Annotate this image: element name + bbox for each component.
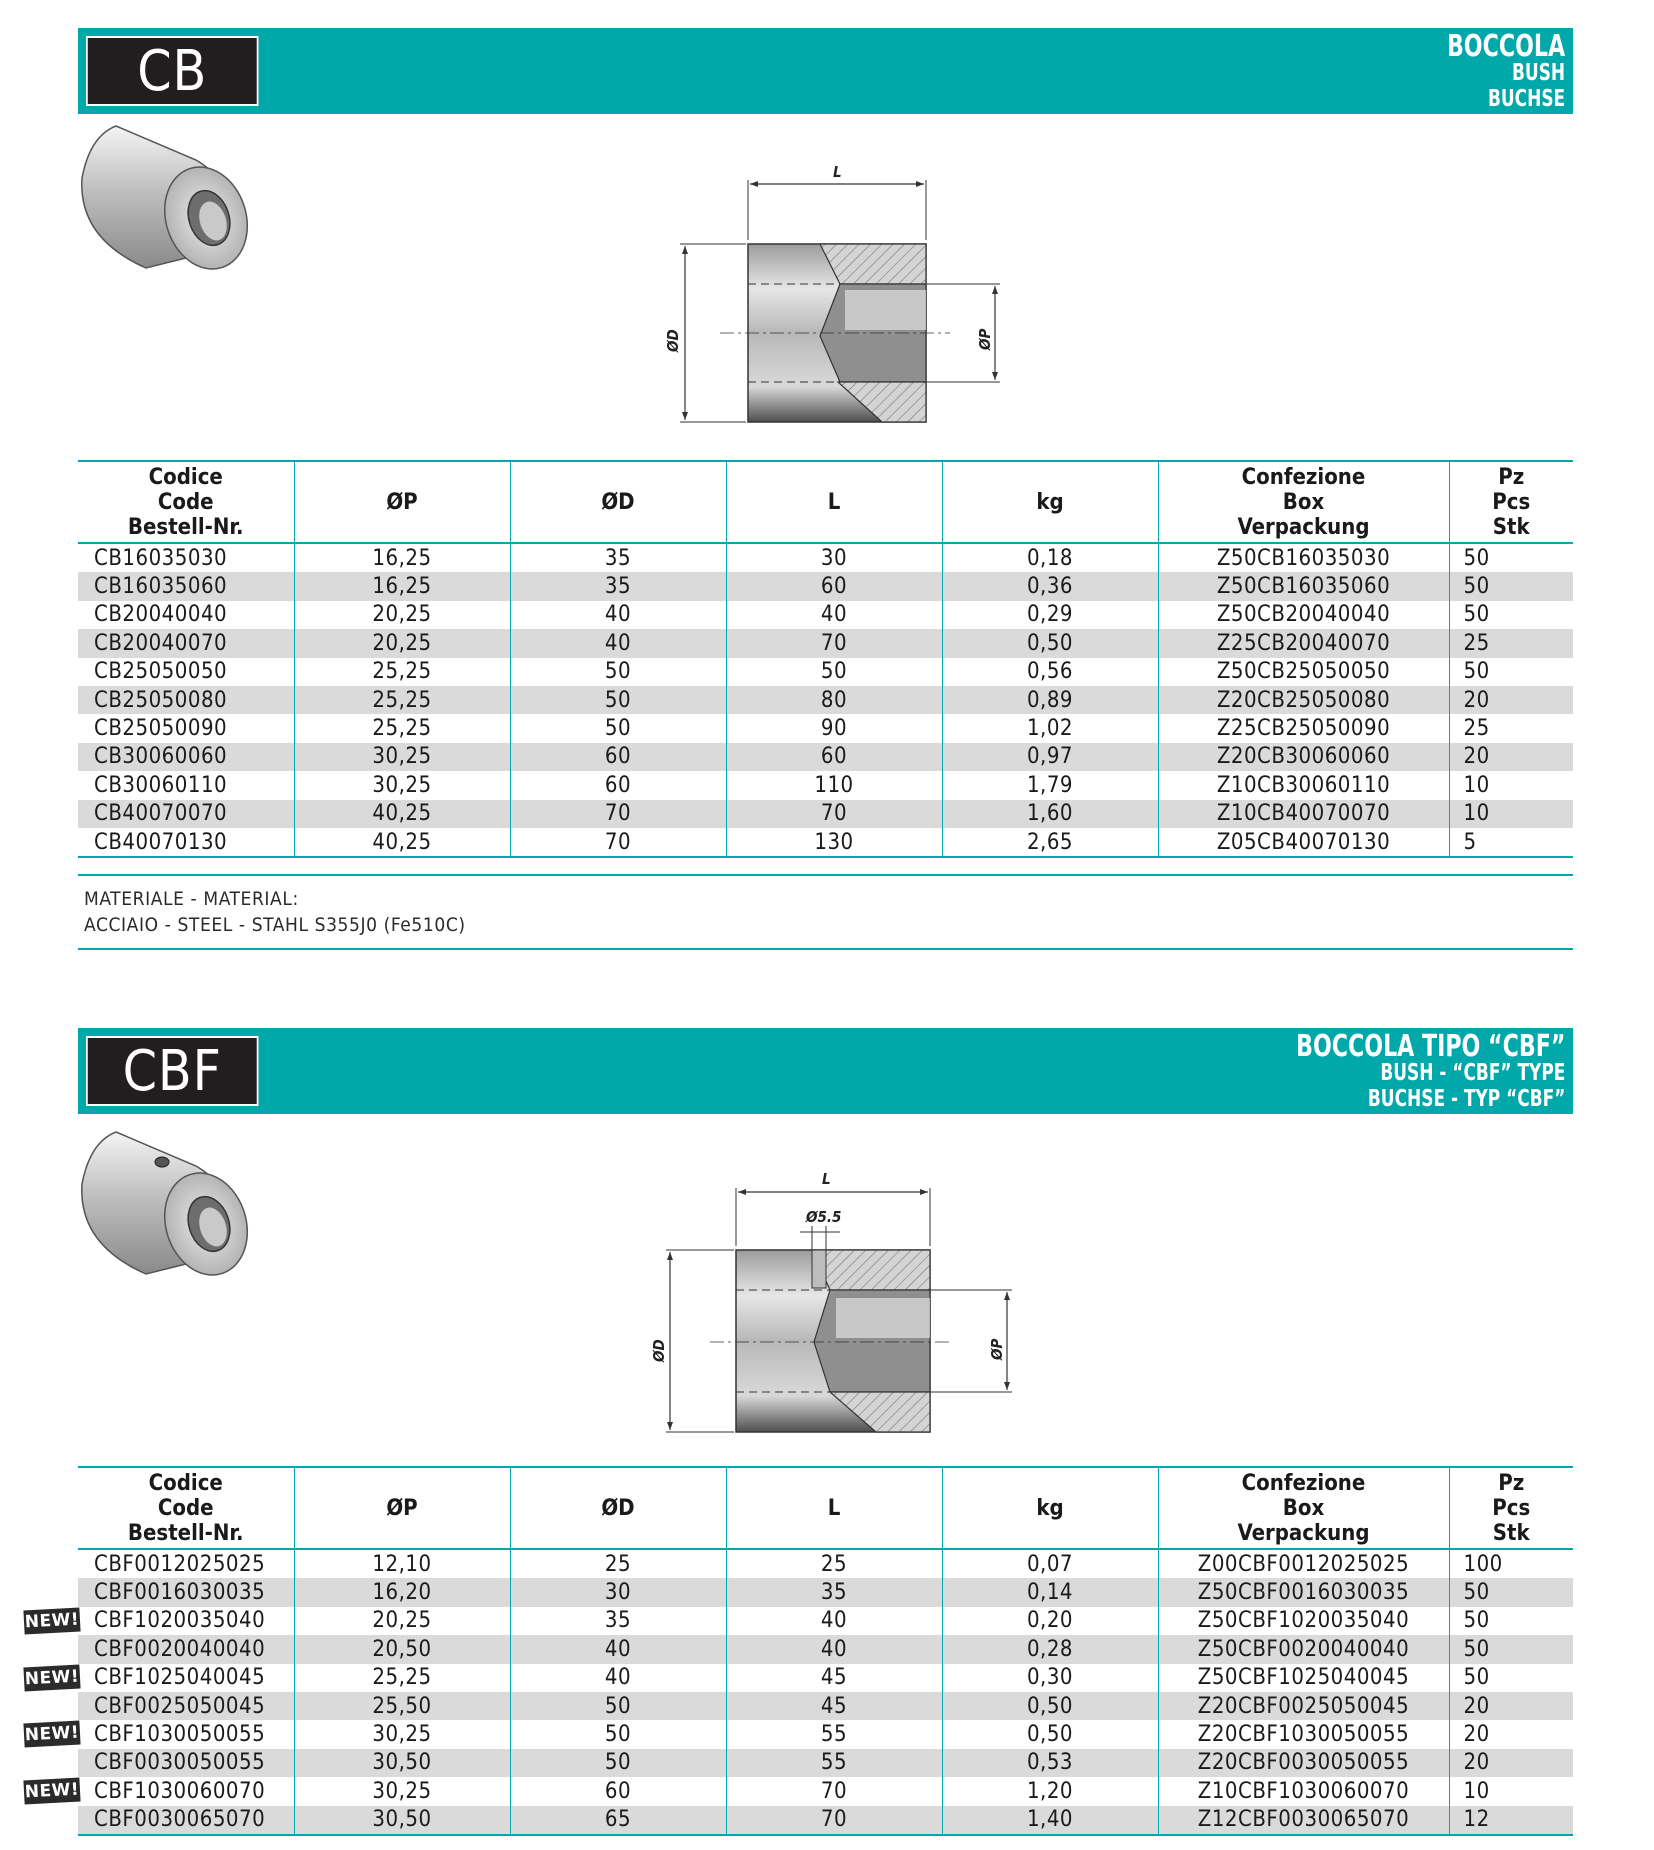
cell-code: CB40070130 (78, 828, 294, 857)
cell-code: CBF0030065070 (78, 1806, 294, 1835)
cell-d: 65 (510, 1806, 726, 1835)
cell-l: 80 (726, 686, 942, 714)
cell-l: 60 (726, 572, 942, 600)
table-row (78, 1549, 1573, 1578)
table-row (78, 1806, 1573, 1835)
col-l: L (726, 461, 942, 543)
cell-pcs: 12 (1449, 1806, 1573, 1835)
cell-code: CBF1025040045 (94, 1665, 266, 1691)
cb-code-box (86, 36, 258, 106)
cell-pcs: 50 (1449, 658, 1573, 686)
table-row (78, 572, 1573, 600)
cell-code: CB40070070 (78, 800, 294, 828)
cell-box: Z20CBF0030050055 (1158, 1749, 1449, 1777)
cell-kg: 0,07 (942, 1549, 1158, 1578)
table-row (78, 629, 1573, 657)
table-row (78, 1749, 1573, 1777)
new-badge: NEW! (23, 1607, 80, 1634)
cell-l: 30 (726, 543, 942, 572)
cell-code: CB30060060 (78, 743, 294, 771)
cell-kg: 1,02 (942, 714, 1158, 742)
cell-pcs: 50 (1449, 572, 1573, 600)
cbf-dim-d: ØD (650, 1339, 668, 1362)
table-row (78, 743, 1573, 771)
cell-pcs: 50 (1449, 1578, 1573, 1606)
cell-d: 50 (510, 714, 726, 742)
cell-box: Z00CBF0012025025 (1158, 1549, 1449, 1578)
cell-l: 45 (726, 1664, 942, 1692)
cell-l: 55 (726, 1749, 942, 1777)
cell-l: 130 (726, 828, 942, 857)
cbf-dim-hole: Ø5.5 (806, 1208, 842, 1226)
cell-pcs: 25 (1449, 629, 1573, 657)
cell-box: Z25CB25050090 (1158, 714, 1449, 742)
col-pcs: Pz Pcs Stk (1449, 461, 1573, 543)
cell-kg: 1,60 (942, 800, 1158, 828)
cell-d: 30 (510, 1578, 726, 1606)
cb-dim-l: L (833, 163, 842, 181)
cb-dim-d: ØD (664, 329, 682, 352)
cb-technical-drawing (660, 160, 1020, 430)
cell-p: 40,25 (294, 800, 510, 828)
cell-pcs: 20 (1449, 686, 1573, 714)
cb-material (78, 874, 1573, 950)
cell-box: Z50CB20040040 (1158, 601, 1449, 629)
cell-box: Z50CBF0016030035 (1158, 1578, 1449, 1606)
cell-d: 40 (510, 601, 726, 629)
cell-d: 40 (510, 629, 726, 657)
col-pcs: Pz Pcs Stk (1449, 1467, 1573, 1549)
cbf-titles (1237, 1029, 1565, 1112)
cb-subtitle-en: BUSH (1511, 60, 1565, 86)
new-badge: NEW! (23, 1664, 80, 1691)
cell-d: 50 (510, 1692, 726, 1720)
cbf-subtitle-de: BUCHSE - TYP “CBF” (1367, 1086, 1565, 1112)
cell-kg: 0,53 (942, 1749, 1158, 1777)
cell-code: CBF1030060070 (94, 1778, 266, 1804)
cell-box: Z10CB40070070 (1158, 800, 1449, 828)
cbf-banner (78, 1028, 1573, 1114)
cell-kg: 0,56 (942, 658, 1158, 686)
cell-p: 16,20 (294, 1578, 510, 1606)
cell-kg: 0,14 (942, 1578, 1158, 1606)
cell-d: 35 (510, 1607, 726, 1635)
cell-box: Z20CB25050080 (1158, 686, 1449, 714)
cell-l: 90 (726, 714, 942, 742)
cell-l: 45 (726, 1692, 942, 1720)
cb-dim-p: ØP (976, 328, 994, 350)
cell-p: 25,25 (294, 658, 510, 686)
table-row (78, 1607, 1573, 1635)
cell-box: Z12CBF0030065070 (1158, 1806, 1449, 1835)
cell-kg: 1,40 (942, 1806, 1158, 1835)
cell-box: Z25CB20040070 (1158, 629, 1449, 657)
cell-code: CB25050090 (94, 716, 228, 742)
cell-pcs: 25 (1449, 714, 1573, 742)
cell-code: CBF0030050055 (78, 1749, 294, 1777)
cell-p: 25,25 (294, 1664, 510, 1692)
cell-code: CBF1030050055 (94, 1722, 266, 1748)
cell-d: 35 (510, 572, 726, 600)
cell-d: 40 (510, 1635, 726, 1663)
table-row (78, 1720, 1573, 1748)
table-row (78, 771, 1573, 799)
cell-kg: 0,50 (942, 1692, 1158, 1720)
cb-table (78, 460, 1573, 858)
cell-pcs: 50 (1449, 1607, 1573, 1635)
cell-box: Z20CB30060060 (1158, 743, 1449, 771)
cell-p: 20,25 (294, 601, 510, 629)
cell-code: CB16035060 (78, 572, 294, 600)
table-row (78, 800, 1573, 828)
col-p: ØP (294, 461, 510, 543)
cell-p: 16,25 (294, 543, 510, 572)
cell-p: 30,25 (294, 1777, 510, 1805)
cell-p: 25,25 (294, 714, 510, 742)
cell-l: 70 (726, 1777, 942, 1805)
cell-code: CB16035030 (94, 545, 228, 571)
cell-l: 40 (726, 1607, 942, 1635)
cell-code: CB25050050 (94, 659, 228, 685)
table-row (78, 714, 1573, 742)
cbf-dim-p: ØP (988, 1338, 1006, 1360)
cell-pcs: 20 (1449, 1749, 1573, 1777)
cell-l: 25 (726, 1549, 942, 1578)
cell-kg: 1,79 (942, 771, 1158, 799)
cell-l: 70 (726, 800, 942, 828)
cell-pcs: 5 (1449, 828, 1573, 857)
cell-box: Z10CB30060110 (1158, 771, 1449, 799)
cell-d: 70 (510, 828, 726, 857)
col-kg: kg (942, 1467, 1158, 1549)
cell-pcs: 50 (1449, 601, 1573, 629)
col-d: ØD (510, 461, 726, 543)
col-code: Codice Code Bestell-Nr. (78, 461, 294, 543)
cbf-subtitle-en: BUSH - “CBF” TYPE (1379, 1060, 1565, 1086)
cell-d: 25 (510, 1549, 726, 1578)
cell-d: 35 (510, 543, 726, 572)
cbf-table-body (78, 1549, 1573, 1835)
table-row (78, 828, 1573, 857)
cell-d: 40 (510, 1664, 726, 1692)
cell-p: 30,25 (294, 743, 510, 771)
table-row (78, 601, 1573, 629)
cell-d: 60 (510, 1777, 726, 1805)
cell-l: 40 (726, 1635, 942, 1663)
cell-box: Z50CBF1025040045 (1158, 1664, 1449, 1692)
cell-pcs: 20 (1449, 1720, 1573, 1748)
cell-l: 70 (726, 629, 942, 657)
cell-pcs: 20 (1449, 1692, 1573, 1720)
table-row (78, 1692, 1573, 1720)
cell-p: 30,50 (294, 1749, 510, 1777)
cell-l: 70 (726, 1806, 942, 1835)
cb-titles (1421, 29, 1565, 112)
cb-code: CB (137, 38, 208, 104)
cell-code: CBF0012025025 (94, 1551, 266, 1577)
cell-code: CB20040070 (78, 629, 294, 657)
cb-title: BOCCOLA (1446, 29, 1565, 64)
col-code: Codice Code Bestell-Nr. (78, 1467, 294, 1549)
col-d: ØD (510, 1467, 726, 1549)
cell-pcs: 10 (1449, 1777, 1573, 1805)
cbf-table (78, 1466, 1573, 1836)
cell-kg: 0,89 (942, 686, 1158, 714)
cell-d: 50 (510, 658, 726, 686)
cell-l: 50 (726, 658, 942, 686)
col-kg: kg (942, 461, 1158, 543)
cell-kg: 0,36 (942, 572, 1158, 600)
cell-box: Z50CBF1020035040 (1158, 1607, 1449, 1635)
cell-pcs: 50 (1449, 1635, 1573, 1663)
cell-p: 16,25 (294, 572, 510, 600)
cell-p: 20,25 (294, 1607, 510, 1635)
cb-banner (78, 28, 1573, 114)
cell-d: 50 (510, 1720, 726, 1748)
cell-d: 60 (510, 743, 726, 771)
cell-d: 60 (510, 771, 726, 799)
cell-l: 55 (726, 1720, 942, 1748)
cbf-code: CBF (122, 1038, 222, 1104)
cell-code: CBF0020040040 (78, 1635, 294, 1663)
cell-l: 110 (726, 771, 942, 799)
cell-p: 25,50 (294, 1692, 510, 1720)
table-row (78, 1777, 1573, 1805)
cell-pcs: 100 (1449, 1549, 1573, 1578)
cell-p: 30,50 (294, 1806, 510, 1835)
cell-p: 40,25 (294, 828, 510, 857)
cell-l: 35 (726, 1578, 942, 1606)
cell-pcs: 50 (1449, 543, 1573, 572)
cell-p: 30,25 (294, 1720, 510, 1748)
cell-code: CBF0025050045 (78, 1692, 294, 1720)
cell-kg: 0,28 (942, 1635, 1158, 1663)
cell-d: 50 (510, 686, 726, 714)
cbf-dim-l: L (822, 1170, 831, 1188)
cell-box: Z20CBF1030050055 (1158, 1720, 1449, 1748)
cell-code: CBF1020035040 (94, 1608, 266, 1634)
material-value: ACCIAIO - STEEL - STAHL S355J0 (Fe510C) (84, 914, 466, 936)
cbf-technical-drawing (650, 1160, 1030, 1440)
cell-l: 60 (726, 743, 942, 771)
cbf-product-photo (76, 1124, 256, 1294)
cell-box: Z50CB16035030 (1158, 543, 1449, 572)
cell-kg: 0,97 (942, 743, 1158, 771)
cb-product-photo (76, 118, 256, 288)
col-p: ØP (294, 1467, 510, 1549)
cell-code: CB20040040 (94, 602, 228, 628)
cell-pcs: 20 (1449, 743, 1573, 771)
cell-p: 25,25 (294, 686, 510, 714)
cell-kg: 0,20 (942, 1607, 1158, 1635)
cell-kg: 0,29 (942, 601, 1158, 629)
table-row (78, 543, 1573, 572)
cell-l: 40 (726, 601, 942, 629)
cbf-title: BOCCOLA TIPO “CBF” (1295, 1029, 1565, 1064)
cell-p: 12,10 (294, 1549, 510, 1578)
col-box: Confezione Box Verpackung (1158, 1467, 1449, 1549)
cb-subtitle-de: BUCHSE (1487, 86, 1565, 112)
table-row (78, 1664, 1573, 1692)
cell-pcs: 10 (1449, 771, 1573, 799)
cell-code: CB25050080 (78, 686, 294, 714)
cell-box: Z50CB25050050 (1158, 658, 1449, 686)
cell-d: 50 (510, 1749, 726, 1777)
cell-p: 30,25 (294, 771, 510, 799)
cbf-table-header (78, 1467, 1573, 1549)
cell-kg: 0,30 (942, 1664, 1158, 1692)
cbf-code-box (86, 1036, 258, 1106)
cell-box: Z50CBF0020040040 (1158, 1635, 1449, 1663)
table-row (78, 658, 1573, 686)
cell-box: Z10CBF1030060070 (1158, 1777, 1449, 1805)
new-badge: NEW! (23, 1721, 80, 1748)
cb-table-body (78, 543, 1573, 857)
cell-box: Z50CB16035060 (1158, 572, 1449, 600)
cell-code: CBF0016030035 (78, 1578, 294, 1606)
table-row (78, 1578, 1573, 1606)
table-row (78, 686, 1573, 714)
new-badge: NEW! (23, 1778, 80, 1805)
cell-kg: 1,20 (942, 1777, 1158, 1805)
cell-kg: 0,50 (942, 1720, 1158, 1748)
col-l: L (726, 1467, 942, 1549)
cell-kg: 0,50 (942, 629, 1158, 657)
cell-pcs: 50 (1449, 1664, 1573, 1692)
cell-p: 20,50 (294, 1635, 510, 1663)
table-row (78, 1635, 1573, 1663)
cell-pcs: 10 (1449, 800, 1573, 828)
cell-p: 20,25 (294, 629, 510, 657)
cb-table-header (78, 461, 1573, 543)
cell-box: Z20CBF0025050045 (1158, 1692, 1449, 1720)
cell-kg: 0,18 (942, 543, 1158, 572)
col-box: Confezione Box Verpackung (1158, 461, 1449, 543)
cell-code: CB30060110 (94, 772, 228, 798)
cell-kg: 2,65 (942, 828, 1158, 857)
cell-d: 70 (510, 800, 726, 828)
cell-box: Z05CB40070130 (1158, 828, 1449, 857)
material-label: MATERIALE - MATERIAL: (84, 888, 299, 910)
